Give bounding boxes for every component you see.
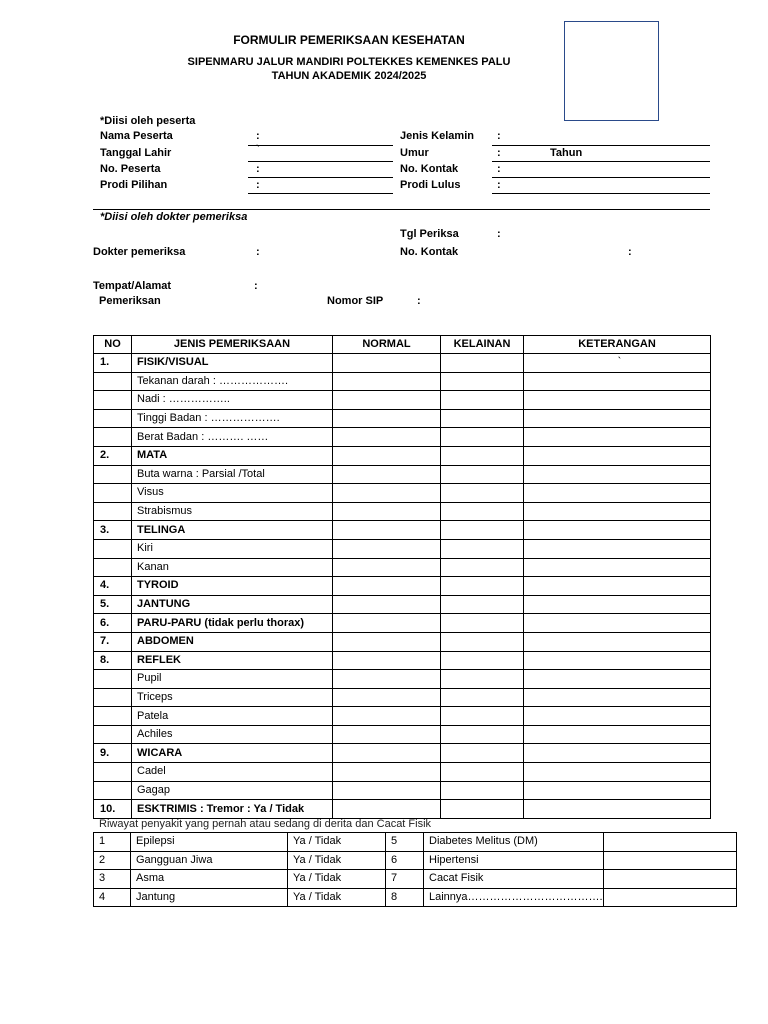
label-no-kontak-peserta: No. Kontak — [400, 163, 459, 175]
table-row — [94, 744, 711, 763]
keterangan-cell[interactable] — [524, 372, 711, 391]
normal-cell[interactable] — [333, 614, 441, 633]
label-prodi-pilihan: Prodi Pilihan — [100, 179, 168, 191]
normal-cell[interactable] — [333, 595, 441, 614]
kelainan-cell[interactable] — [441, 725, 524, 744]
exam-item: REFLEK — [132, 651, 333, 670]
table-row — [94, 651, 711, 670]
kelainan-cell[interactable] — [441, 632, 524, 651]
exam-item: WICARA — [132, 744, 333, 763]
label-tgl-periksa: Tgl Periksa — [400, 228, 459, 240]
colon: : — [256, 163, 260, 175]
form-subtitle-institution: SIPENMARU JALUR MANDIRI POLTEKKES KEMENKES PALU — [187, 56, 511, 68]
row-number — [94, 781, 132, 800]
label-prodi-lulus: Prodi Lulus — [400, 179, 461, 191]
backtick-mark: ` — [256, 144, 260, 156]
section-divider — [93, 209, 710, 210]
history-number: 6 — [386, 851, 424, 870]
table-row — [94, 391, 711, 410]
header-jenis-pemeriksaan: JENIS PEMERIKSAAN — [132, 336, 333, 354]
field-jenis-kelamin[interactable] — [492, 145, 710, 146]
history-answer[interactable]: Ya / Tidak — [288, 851, 386, 870]
colon: : — [497, 147, 501, 159]
normal-cell[interactable] — [333, 465, 441, 484]
keterangan-cell[interactable] — [524, 391, 711, 410]
keterangan-cell[interactable] — [524, 670, 711, 689]
normal-cell[interactable] — [333, 670, 441, 689]
row-number — [94, 465, 132, 484]
keterangan-cell[interactable] — [524, 484, 711, 503]
header-kelainan: KELAINAN — [441, 336, 524, 354]
table-row — [94, 781, 711, 800]
row-number — [94, 372, 132, 391]
field-no-kontak-peserta[interactable] — [492, 177, 710, 178]
row-number: 9. — [94, 744, 132, 763]
exam-item: MATA — [132, 446, 333, 465]
label-dokter-pemeriksa: Dokter pemeriksa — [93, 246, 186, 258]
participant-section-label: *Diisi oleh peserta — [100, 115, 196, 127]
kelainan-cell[interactable] — [441, 800, 524, 819]
exam-item: Visus — [132, 484, 333, 503]
exam-item: Tekanan darah : ………………. — [132, 372, 333, 391]
table-row — [94, 870, 737, 889]
history-number: 8 — [386, 888, 424, 907]
kelainan-cell[interactable] — [441, 670, 524, 689]
normal-cell[interactable] — [333, 539, 441, 558]
history-number: 7 — [386, 870, 424, 889]
colon: : — [256, 246, 260, 258]
normal-cell[interactable] — [333, 632, 441, 651]
row-number — [94, 558, 132, 577]
kelainan-cell[interactable] — [441, 428, 524, 447]
history-answer[interactable]: Ya / Tidak — [288, 888, 386, 907]
history-answer[interactable]: Ya / Tidak — [288, 870, 386, 889]
history-table — [93, 832, 737, 907]
normal-cell[interactable] — [333, 725, 441, 744]
exam-item: JANTUNG — [132, 595, 333, 614]
exam-item: Buta warna : Parsial /Total — [132, 465, 333, 484]
history-disease: Cacat Fisik — [424, 870, 604, 889]
history-answer[interactable]: Ya / Tidak — [288, 833, 386, 852]
row-number — [94, 707, 132, 726]
kelainan-cell[interactable] — [441, 744, 524, 763]
table-row — [94, 502, 711, 521]
normal-cell[interactable] — [333, 763, 441, 782]
keterangan-cell[interactable]: ` — [524, 354, 711, 373]
table-row — [94, 409, 711, 428]
field-no-peserta[interactable] — [248, 177, 393, 178]
label-tanggal-lahir: Tanggal Lahir — [100, 147, 172, 159]
keterangan-cell[interactable] — [524, 725, 711, 744]
table-row — [94, 539, 711, 558]
normal-cell[interactable] — [333, 781, 441, 800]
table-row — [94, 688, 711, 707]
row-number: 6. — [94, 614, 132, 633]
keterangan-cell[interactable] — [524, 428, 711, 447]
row-number — [94, 725, 132, 744]
label-no-kontak-dokter: No. Kontak — [400, 246, 459, 258]
form-title: FORMULIR PEMERIKSAAN KESEHATAN — [233, 33, 465, 47]
history-disease: Hipertensi — [424, 851, 604, 870]
normal-cell[interactable] — [333, 354, 441, 373]
row-number — [94, 539, 132, 558]
exam-item: TYROID — [132, 577, 333, 596]
history-number: 3 — [94, 870, 131, 889]
exam-item: Triceps — [132, 688, 333, 707]
exam-table — [93, 335, 711, 819]
table-row — [94, 354, 711, 373]
exam-item: Gagap — [132, 781, 333, 800]
table-row — [94, 632, 711, 651]
table-row — [94, 577, 711, 596]
row-number: 10. — [94, 800, 132, 819]
keterangan-cell[interactable] — [524, 763, 711, 782]
normal-cell[interactable] — [333, 651, 441, 670]
keterangan-cell[interactable] — [524, 521, 711, 540]
row-number: 2. — [94, 446, 132, 465]
history-answer-blank[interactable] — [603, 888, 736, 907]
exam-item: Cadel — [132, 763, 333, 782]
kelainan-cell[interactable] — [441, 354, 524, 373]
table-row — [94, 800, 711, 819]
row-number: 8. — [94, 651, 132, 670]
header-no: NO — [94, 336, 132, 354]
kelainan-cell[interactable] — [441, 614, 524, 633]
table-row — [94, 888, 737, 907]
normal-cell[interactable] — [333, 744, 441, 763]
table-row — [94, 446, 711, 465]
kelainan-cell[interactable] — [441, 781, 524, 800]
row-number — [94, 391, 132, 410]
kelainan-cell[interactable] — [441, 521, 524, 540]
kelainan-cell[interactable] — [441, 391, 524, 410]
history-disease: Gangguan Jiwa — [131, 851, 288, 870]
colon: : — [256, 130, 260, 142]
history-answer-blank[interactable] — [603, 851, 736, 870]
history-answer-blank[interactable] — [603, 833, 736, 852]
kelainan-cell[interactable] — [441, 651, 524, 670]
row-number: 1. — [94, 354, 132, 373]
keterangan-cell[interactable] — [524, 744, 711, 763]
history-disease: Asma — [131, 870, 288, 889]
row-number — [94, 688, 132, 707]
row-number — [94, 763, 132, 782]
colon: : — [497, 179, 501, 191]
history-caption: Riwayat penyakit yang pernah atau sedang di derita dan Cacat Fisik — [99, 818, 432, 830]
header-normal: NORMAL — [333, 336, 441, 354]
doctor-section-label: *Diisi oleh dokter pemeriksa — [100, 211, 248, 223]
normal-cell[interactable] — [333, 372, 441, 391]
exam-item: FISIK/VISUAL — [132, 354, 333, 373]
kelainan-cell[interactable] — [441, 688, 524, 707]
field-nama-peserta[interactable] — [248, 145, 393, 146]
row-number — [94, 670, 132, 689]
colon: : — [497, 130, 501, 142]
kelainan-cell[interactable] — [441, 539, 524, 558]
field-tanggal-lahir[interactable] — [248, 161, 393, 162]
history-disease: Epilepsi — [131, 833, 288, 852]
normal-cell[interactable] — [333, 577, 441, 596]
normal-cell[interactable] — [333, 428, 441, 447]
kelainan-cell[interactable] — [441, 707, 524, 726]
colon: : — [628, 246, 632, 258]
normal-cell[interactable] — [333, 502, 441, 521]
colon: : — [417, 295, 421, 307]
row-number — [94, 502, 132, 521]
row-number: 7. — [94, 632, 132, 651]
kelainan-cell[interactable] — [441, 465, 524, 484]
kelainan-cell[interactable] — [441, 577, 524, 596]
header-keterangan: KETERANGAN — [524, 336, 711, 354]
field-prodi-lulus[interactable] — [492, 193, 710, 194]
row-number — [94, 428, 132, 447]
normal-cell[interactable] — [333, 800, 441, 819]
row-number: 3. — [94, 521, 132, 540]
exam-item: ABDOMEN — [132, 632, 333, 651]
exam-item: Nadi : …………….. — [132, 391, 333, 410]
table-row — [94, 428, 711, 447]
row-number: 5. — [94, 595, 132, 614]
history-answer-blank[interactable] — [603, 870, 736, 889]
field-umur[interactable] — [492, 161, 710, 162]
colon: : — [254, 280, 258, 292]
keterangan-cell[interactable] — [524, 707, 711, 726]
history-number: 2 — [94, 851, 131, 870]
label-jenis-kelamin: Jenis Kelamin — [400, 130, 474, 142]
table-row — [94, 833, 737, 852]
history-number: 4 — [94, 888, 131, 907]
table-row — [94, 763, 711, 782]
keterangan-cell[interactable] — [524, 409, 711, 428]
keterangan-cell[interactable] — [524, 614, 711, 633]
table-row — [94, 725, 711, 744]
normal-cell[interactable] — [333, 446, 441, 465]
exam-item: Patela — [132, 707, 333, 726]
kelainan-cell[interactable] — [441, 484, 524, 503]
colon: : — [497, 163, 501, 175]
normal-cell[interactable] — [333, 688, 441, 707]
history-number: 1 — [94, 833, 131, 852]
form-subtitle-year: TAHUN AKADEMIK 2024/2025 — [271, 70, 427, 82]
exam-item: Kanan — [132, 558, 333, 577]
table-row — [94, 851, 737, 870]
normal-cell[interactable] — [333, 558, 441, 577]
kelainan-cell[interactable] — [441, 372, 524, 391]
normal-cell[interactable] — [333, 391, 441, 410]
keterangan-cell[interactable] — [524, 558, 711, 577]
normal-cell[interactable] — [333, 409, 441, 428]
label-umur: Umur — [400, 147, 429, 159]
history-number: 5 — [386, 833, 424, 852]
normal-cell[interactable] — [333, 484, 441, 503]
keterangan-cell[interactable] — [524, 465, 711, 484]
table-row — [94, 707, 711, 726]
label-pemeriksan: Pemeriksan — [99, 295, 161, 307]
keterangan-cell[interactable] — [524, 502, 711, 521]
history-disease: Diabetes Melitus (DM) — [424, 833, 604, 852]
exam-item: PARU-PARU (tidak perlu thorax) — [132, 614, 333, 633]
normal-cell[interactable] — [333, 521, 441, 540]
keterangan-cell[interactable] — [524, 577, 711, 596]
kelainan-cell[interactable] — [441, 446, 524, 465]
exam-item: Strabismus — [132, 502, 333, 521]
exam-header-row — [94, 336, 711, 354]
exam-item: TELINGA — [132, 521, 333, 540]
exam-item: Achiles — [132, 725, 333, 744]
table-row — [94, 372, 711, 391]
keterangan-cell[interactable] — [524, 651, 711, 670]
keterangan-cell[interactable] — [524, 800, 711, 819]
keterangan-cell[interactable] — [524, 539, 711, 558]
label-tahun: Tahun — [550, 147, 583, 159]
field-prodi-pilihan[interactable] — [248, 193, 393, 194]
table-row — [94, 670, 711, 689]
table-row — [94, 558, 711, 577]
kelainan-cell[interactable] — [441, 502, 524, 521]
row-number — [94, 409, 132, 428]
table-row — [94, 595, 711, 614]
table-row — [94, 614, 711, 633]
exam-item: Tinggi Badan : ………………. — [132, 409, 333, 428]
keterangan-cell[interactable] — [524, 781, 711, 800]
label-nama-peserta: Nama Peserta — [100, 130, 173, 142]
exam-item: ESKTRIMIS : Tremor : Ya / Tidak — [132, 800, 333, 819]
exam-item: Kiri — [132, 539, 333, 558]
keterangan-cell[interactable] — [524, 595, 711, 614]
keterangan-cell[interactable] — [524, 446, 711, 465]
kelainan-cell[interactable] — [441, 595, 524, 614]
label-no-peserta: No. Peserta — [100, 163, 161, 175]
table-row — [94, 465, 711, 484]
kelainan-cell[interactable] — [441, 409, 524, 428]
colon: : — [256, 179, 260, 191]
normal-cell[interactable] — [333, 707, 441, 726]
table-row — [94, 484, 711, 503]
row-number: 4. — [94, 577, 132, 596]
label-tempat-alamat: Tempat/Alamat — [93, 280, 172, 292]
keterangan-cell[interactable] — [524, 688, 711, 707]
row-number — [94, 484, 132, 503]
keterangan-cell[interactable] — [524, 632, 711, 651]
kelainan-cell[interactable] — [441, 558, 524, 577]
table-row — [94, 521, 711, 540]
kelainan-cell[interactable] — [441, 763, 524, 782]
exam-item: Pupil — [132, 670, 333, 689]
history-disease: Jantung — [131, 888, 288, 907]
exam-item: Berat Badan : ………. …… — [132, 428, 333, 447]
label-nomor-sip: Nomor SIP — [327, 295, 384, 307]
colon: : — [497, 228, 501, 240]
history-disease: Lainnya………………………………. — [424, 888, 604, 907]
